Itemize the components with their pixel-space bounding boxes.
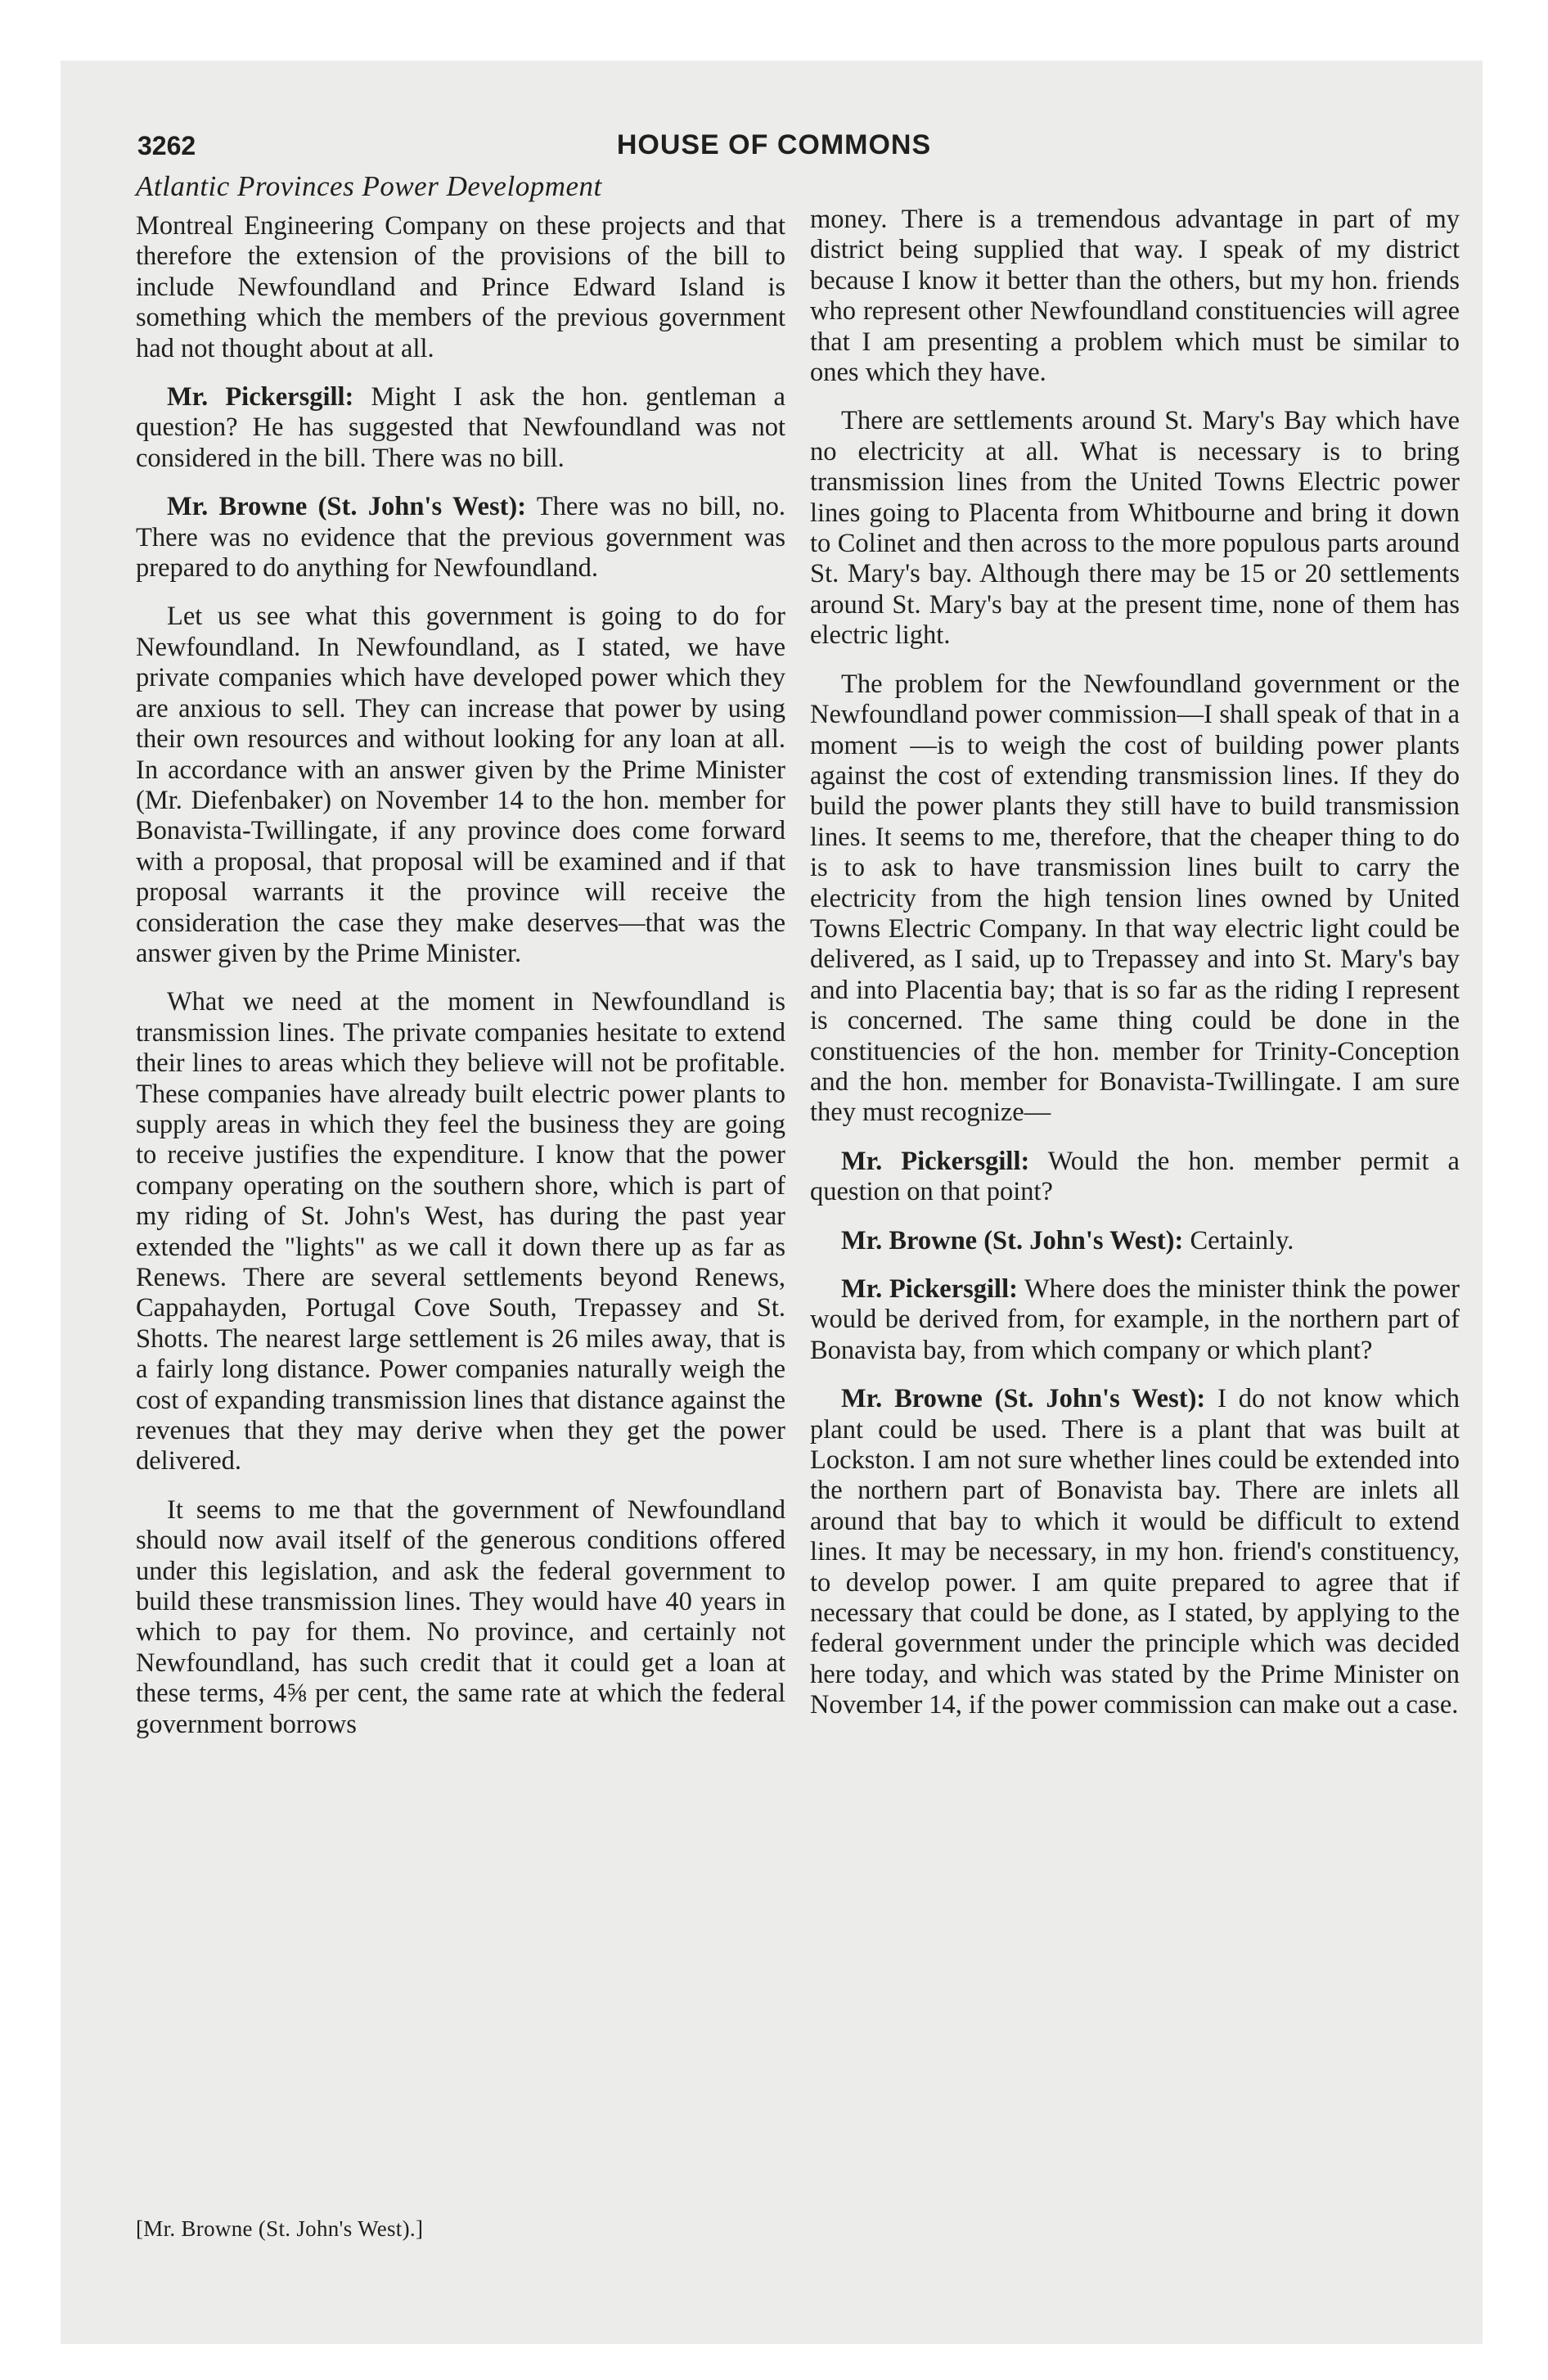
paragraph: Let us see what this government is going to do for Newfoundland. In Newfoundland, as I stated, we have private companies which have developed power which they are anxious to sell. They can increase that power by using their own resources and without looking for any loan at all. In accordance with an answer given by the Prime Minister (Mr. Diefenbaker) on November 14 to the hon. member for Bonavista-Twillingate, if any province does come forward with a proposal, that proposal will be examined and if that proposal warrants it the province will receive the consideration the case they make deserves—that was the answer given by the Prime Minister. [136, 602, 785, 968]
paragraph: There are settlements around St. Mary's Bay which have no electricity at all. What is necessary is to bring transmission lines from the United Towns Electric power lines going to Placenta from Whitbourne and bring it down to Colinet and then across to the more populous parts around St. Mary's bay. Although there may be 15 or 20 settlements around St. Mary's bay at the present time, none of them has electric light. [810, 406, 1460, 651]
paragraph [810, 1147, 1460, 1208]
page-number: 3262 [137, 131, 196, 160]
paragraph [136, 492, 785, 584]
speech-text: Certainly. [1190, 1225, 1294, 1255]
running-head: HOUSE OF COMMONS [616, 129, 932, 160]
paragraph: The problem for the Newfoundland government or the Newfoundland power commission—I shall speak of that in a moment —is to weigh the cost of building power plants against the cost of extending transmission lines. If they do build the power plants they still have to build transmission lines. It seems to me, therefore, that the cheaper thing to do is to ask to have transmission lines built to carry the electricity from the high tension lines owned by United Towns Electric Company. In that way electric light could be delivered, as I said, up to Trepassey and into St. Mary's bay and into Placentia bay; that is so far as the riding I represent is concerned. The same thing could be done in the constituencies of the hon. member for Trinity-Conception and the hon. member for Bonavista-Twillingate. I am sure they must recognize— [810, 669, 1460, 1128]
speech-text: Would the hon. member permit a question on that point? [810, 1146, 1460, 1207]
speaker-name: Mr. Browne (St. John's West): [841, 1384, 1206, 1414]
right-column [810, 205, 1460, 1721]
speaker-attribution: [Mr. Browne (St. John's West).] [136, 2216, 424, 2241]
speaker-name: Mr. Pickersgill: [167, 382, 354, 412]
speaker-name: Mr. Browne (St. John's West): [841, 1225, 1184, 1255]
speech-text: Might I ask the hon. gentleman a question? He has suggested that Newfoundland was not considered in the bill. There was no bill. [136, 382, 785, 473]
speech-text: There was no bill, no. There was no evidence that the previous government was prepared to do anything for Newfoundland. [136, 492, 785, 584]
paragraph [810, 1274, 1460, 1366]
paragraph [136, 382, 785, 474]
paragraph: It seems to me that the government of Newfoundland should now avail itself of the generous conditions offered under this legislation, and ask the federal government to build these transmission lines. They would have 40 years in which to pay for them. No province, and certainly not Newfoundland, has such credit that it could get a loan at these terms, 4⅝ per cent, the same rate at which the federal government borrows [136, 1494, 785, 1739]
paragraph: Montreal Engineering Company on these projects and that therefore the extension of the provisions of the bill to include Newfoundland and Prince Edward Island is something which the members of the previous government had not thought about at all. [136, 211, 785, 363]
paragraph: money. There is a tremendous advantage in part of my district being supplied that way. I speak of my district because I know it better than the others, but my hon. friends who represent other Newfoundland constituencies will agree that I am presenting a problem which must be similar to ones which they have. [810, 205, 1460, 388]
speech-text: Where does the minister think the power would be derived from, for example, in the northern part of Bonavista bay, from which company or which plant? [810, 1274, 1460, 1365]
paragraph [810, 1226, 1460, 1256]
speaker-name: Mr. Browne (St. John's West): [167, 492, 527, 522]
paragraph: What we need at the moment in Newfoundland is transmission lines. The private companies hesitate to extend their lines to areas which they believe will not be profitable. These companies have already built electric power plants to supply areas in which they feel the business they are going to receive justifies the expenditure. I know that the power company operating on the southern shore, which is part of my riding of St. John's West, has during the past year extended the "lights" as we call it down there up as far as Renews. There are several settlements beyond Renews, Cappahayden, Portugal Cove South, Trepassey and St. Shotts. The nearest large settlement is 26 miles away, that is a fairly long distance. Power companies naturally weigh the cost of expanding transmission lines that distance against the revenues that they may derive when they get the power delivered. [136, 987, 785, 1476]
section-heading: Atlantic Provinces Power Development [136, 170, 602, 202]
speaker-name: Mr. Pickersgill: [841, 1274, 1018, 1304]
paragraph [810, 1384, 1460, 1720]
left-column [136, 211, 785, 1740]
speaker-name: Mr. Pickersgill: [841, 1146, 1030, 1176]
speech-text: I do not know which plant could be used. There is a plant that was built at Lockston. I am not sure whether lines could be extended into the northern part of Bonavista bay. There are inlets all around that bay to which it would be difficult to extend lines. It may be necessary, in my hon. friend's constituency, to develop power. I am quite prepared to agree that if necessary that could be done, as I stated, by applying to the federal government under the principle which was decided here today, and which was stated by the Prime Minister on November 14, if the power commission can make out a case. [810, 1384, 1460, 1720]
